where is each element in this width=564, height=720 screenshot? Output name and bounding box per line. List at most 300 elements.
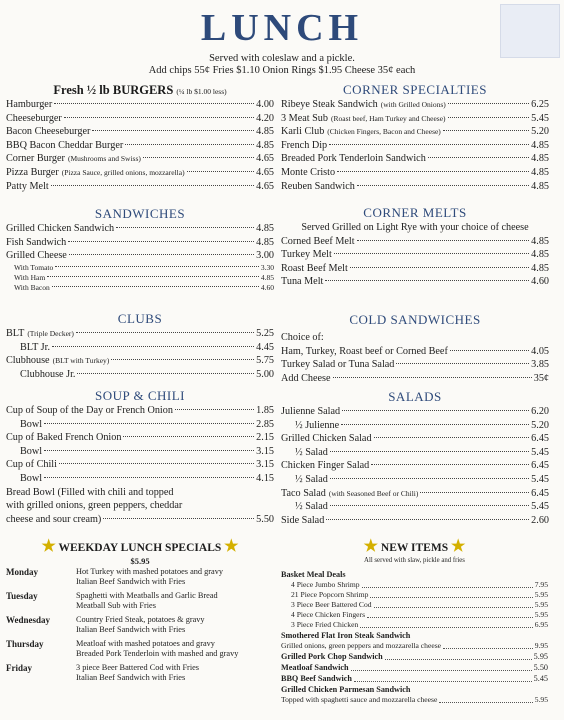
item-price: 4.60 [260, 282, 274, 292]
item-name: ½ Salad [295, 473, 328, 485]
dot-leader [44, 423, 254, 424]
item-name: Cup of Chili [6, 459, 57, 471]
item-price: 6.45 [531, 487, 549, 499]
menu-item-row [6, 341, 274, 355]
item-name: Monte Cristo [281, 166, 336, 178]
item-price: 4.65 [256, 153, 274, 165]
bread-bowl-line3: cheese and sour cream) 5.50 [6, 513, 274, 525]
menu-item-row [6, 152, 274, 166]
item-price: 4.85 [531, 249, 549, 261]
item-name: Grilled Cheese [6, 250, 67, 262]
weekday-item: Spaghetti with Meatballs and Garlic Bread [76, 591, 218, 600]
item-name: ½ Salad [295, 446, 328, 458]
item-name: Patty Melt [6, 180, 49, 192]
item-price: 4.65 [256, 166, 274, 178]
weekday-specials-section [6, 536, 274, 687]
item-price: 4.85 [256, 126, 274, 138]
weekday-item: Hot Turkey with mashed potatoes and gravy [76, 567, 224, 576]
new-items-note: All served with slaw, pickle and fries [364, 557, 465, 564]
item-name: Bowl [20, 445, 43, 457]
flag-image [500, 4, 560, 58]
menu-item-row [6, 431, 274, 445]
dot-leader [334, 253, 529, 254]
section-title-clubs: CLUBS [117, 311, 163, 326]
parm-desc-row: Topped with spaghetti sauce and mozzarella cheese 5.95 [281, 695, 548, 704]
cold-sandwiches-list [281, 345, 549, 386]
dot-leader [69, 254, 254, 255]
dot-leader [341, 424, 529, 425]
dot-leader [374, 598, 533, 608]
served-with-note: Served with coleslaw and a pickle. [209, 53, 355, 64]
item-price: 4.65 [256, 180, 274, 192]
item-description: (BLT with Turkey) [52, 356, 110, 366]
soup-list [6, 404, 274, 486]
item-name: ½ Salad [295, 501, 328, 513]
menu-item-row [6, 249, 274, 263]
dot-leader [450, 350, 529, 351]
item-price: 6.95 [534, 620, 548, 629]
dot-leader [329, 144, 529, 145]
menu-item-row [281, 405, 549, 419]
dot-leader [362, 578, 533, 588]
item-price: 6.45 [531, 433, 549, 445]
item-price: 2.85 [256, 418, 274, 430]
item-price: 3.00 [256, 250, 274, 262]
dot-leader [187, 171, 255, 172]
weekday-item: Breaded Pork Tenderloin with mashed and gravy [76, 649, 239, 658]
item-price: 5.50 [533, 663, 548, 672]
item-name: Taco Salad [281, 487, 326, 499]
dot-leader [116, 227, 254, 228]
item-price: 4.45 [256, 341, 274, 353]
section-title-cold-sandwiches: COLD SANDWICHES [349, 312, 481, 327]
item-name: 21 Piece Popcorn Shrimp [291, 590, 369, 599]
grilled-cheese-options [6, 263, 274, 293]
item-name: Side Salad [281, 514, 325, 526]
item-price: 4.85 [531, 153, 549, 165]
corner-specialties-section [281, 82, 549, 193]
item-price: 5.45 [531, 446, 549, 458]
weekday-item: Italian Beef Sandwich with Fries [76, 577, 186, 586]
weekday-special-row [6, 663, 274, 683]
menu-item-row [281, 432, 549, 446]
item-name: BBQ Bacon Cheddar Burger [6, 139, 124, 151]
item-price: 4.85 [256, 223, 274, 234]
item-name: Ribeye Steak Sandwich [281, 99, 378, 110]
weekday-name: Monday [6, 567, 39, 577]
bread-bowl-line2: with grilled onions, green peppers, cheddar [6, 500, 183, 512]
menu-item-row [281, 473, 549, 487]
corner-melts-list [281, 235, 549, 289]
section-title-corner-melts: CORNER MELTS [363, 205, 467, 220]
item-name: BBQ Beef Sandwich [281, 674, 352, 683]
dot-leader [385, 649, 532, 660]
dot-leader [448, 103, 529, 104]
cold-choice-label: Choice of: [281, 332, 324, 343]
menu-item-row [281, 358, 549, 372]
steak-title: Smothered Flat Iron Steak Sandwich [281, 631, 411, 640]
dot-leader [342, 410, 529, 411]
dot-leader [68, 241, 254, 242]
item-name: Grilled Chicken Salad [281, 433, 372, 445]
cold-sandwiches-section [281, 312, 549, 385]
dot-leader [330, 505, 529, 506]
item-name: Turkey Melt [281, 249, 332, 261]
parm-title: Grilled Chicken Parmesan Sandwich [281, 685, 411, 694]
item-name: Chicken Finger Salad [281, 460, 370, 472]
dot-leader [175, 409, 254, 410]
add-ons-note: Add chips 55¢ Fries $1.10 Onion Rings $1.95 Cheese 35¢ each [148, 65, 416, 76]
dot-leader [337, 171, 529, 172]
dot-leader [47, 276, 259, 277]
item-name: Ham, Turkey, Roast beef or Corned Beef [281, 345, 448, 357]
item-price: 5.45 [531, 112, 549, 124]
dot-leader [111, 359, 254, 360]
item-price: 2.60 [531, 514, 549, 526]
item-name: Hamburger [6, 99, 53, 110]
item-price: 7.95 [534, 580, 548, 589]
item-name: Clubhouse [6, 355, 50, 367]
item-price: 3.30 [260, 262, 274, 272]
weekday-item: Italian Beef Sandwich with Fries [76, 625, 186, 634]
new-items-header [281, 536, 548, 556]
dot-leader [443, 130, 529, 131]
menu-item-row [14, 263, 274, 273]
item-name: 3 Piece Beer Battered Cod [291, 600, 372, 609]
menu-item-row [281, 152, 549, 166]
dot-leader [351, 660, 532, 671]
menu-item-row [281, 345, 549, 359]
item-price: 2.15 [256, 432, 274, 444]
weekday-special-row [6, 567, 274, 587]
item-name: Fish Sandwich [6, 236, 67, 248]
menu-item-row [6, 368, 274, 382]
dot-leader [44, 477, 254, 478]
soup-chili-section [6, 388, 274, 526]
item-name: Cheeseburger [6, 112, 62, 124]
parm-price: 5.95 [534, 695, 548, 704]
item-price: 4.00 [256, 99, 274, 110]
item-price: 5.20 [531, 126, 549, 138]
item-price: 4.85 [531, 235, 549, 247]
dot-leader [428, 157, 529, 158]
menu-item-row [281, 125, 549, 139]
burgers-list [6, 98, 274, 193]
item-name: ½ Julienne [295, 419, 340, 431]
weekday-special-row [6, 615, 274, 635]
item-price: 4.85 [531, 262, 549, 274]
burgers-title: Fresh ½ lb BURGERS [53, 83, 174, 97]
item-price: 35¢ [533, 372, 549, 384]
item-price: 4.05 [531, 345, 549, 357]
item-price: 6.25 [531, 99, 549, 110]
menu-item-row [281, 180, 549, 194]
item-name: Bowl [20, 418, 43, 430]
basket-title: Basket Meal Deals [281, 570, 346, 579]
weekday-item: 3 piece Beer Battered Cod with Fries [76, 663, 200, 672]
star-icon: ★ [450, 538, 466, 555]
new-items-title: NEW ITEMS [380, 542, 449, 554]
menu-item-row [6, 354, 274, 368]
dot-leader [420, 492, 529, 493]
steak-price: 9.95 [534, 641, 548, 650]
menu-item-row [281, 419, 549, 433]
salads-section [281, 389, 549, 527]
menu-item-row [6, 472, 274, 486]
dot-leader [325, 280, 529, 281]
item-name: Grilled Chicken Sandwich [6, 223, 115, 234]
item-name: 4 Piece Chicken Fingers [291, 610, 366, 619]
burgers-note: (¼ lb $1.00 less) [176, 87, 227, 96]
dot-leader [55, 266, 259, 267]
dot-leader [64, 117, 254, 118]
weekday-item: Country Fried Steak, potatoes & gravy [76, 615, 205, 624]
menu-item-row [281, 487, 549, 501]
item-name: BLT [6, 328, 25, 339]
menu-item-row [281, 262, 549, 276]
item-name: Cup of Baked French Onion [6, 432, 122, 444]
item-price: 6.20 [531, 406, 549, 417]
weekday-name: Thursday [6, 639, 44, 649]
item-name: Meatloaf Sandwich [281, 663, 349, 672]
bread-bowl-line1: Bread Bowl (Filled with chili and topped [6, 486, 174, 498]
item-name: 3 Piece Fried Chicken [291, 620, 359, 629]
item-price: 5.95 [534, 610, 548, 619]
clubs-section [6, 311, 274, 381]
corner-melts-note: Served Grilled on Light Rye with your choice of cheese [301, 222, 529, 233]
weekday-items [76, 639, 238, 659]
menu-item-row [6, 166, 274, 180]
dot-leader [354, 671, 532, 682]
menu-item-row [6, 222, 274, 236]
item-name: Grilled Pork Chop Sandwich [281, 652, 383, 661]
menu-item-row [281, 248, 549, 262]
weekday-special-row [6, 591, 274, 611]
basket-list [281, 580, 548, 630]
item-description: (Pizza Sauce, grilled onions, mozzarella) [61, 167, 185, 177]
dot-leader [350, 267, 529, 268]
clubs-list [6, 327, 274, 381]
item-name: Breaded Pork Tenderloin Sandwich [281, 153, 426, 165]
weekday-name: Friday [6, 663, 32, 673]
item-price: 5.75 [256, 355, 274, 367]
menu-item-row [281, 112, 549, 126]
menu-item-row [281, 459, 549, 473]
item-name: 4 Piece Jumbo Shrimp [291, 580, 360, 589]
item-price: 4.15 [256, 472, 274, 484]
new-item-row [281, 673, 548, 684]
weekday-specials-price: $5.95 [130, 556, 150, 566]
new-item-row [291, 620, 548, 630]
item-price: 5.45 [533, 674, 548, 683]
dot-leader [59, 463, 254, 464]
item-name: BLT Jr. [20, 341, 51, 353]
dot-leader [448, 117, 530, 118]
weekday-items [76, 663, 199, 683]
star-icon: ★ [363, 538, 379, 555]
item-price: 5.45 [531, 501, 549, 513]
item-price: 6.45 [531, 460, 549, 472]
menu-item-row [6, 445, 274, 459]
item-name: With Ham [14, 272, 46, 282]
item-name: Corned Beef Melt [281, 235, 355, 247]
section-title-salads: SALADS [388, 389, 442, 404]
item-name: 3 Meat Sub [281, 112, 328, 124]
dot-leader [77, 373, 254, 374]
dot-leader [370, 588, 532, 598]
item-price: 4.20 [256, 112, 274, 124]
dot-leader [357, 240, 530, 241]
weekday-name: Wednesday [6, 615, 51, 625]
dot-leader [92, 130, 254, 131]
menu-item-row [6, 98, 274, 112]
item-name: With Bacon [14, 282, 50, 292]
sandwiches-section [6, 206, 274, 293]
weekday-specials-title: WEEKDAY LUNCH SPECIALS [58, 542, 222, 554]
bread-bowl-price: 5.50 [256, 513, 274, 525]
menu-item-row [6, 180, 274, 194]
item-description: (with Grilled Onions) [380, 100, 446, 109]
dot-leader [357, 185, 529, 186]
dot-leader [51, 185, 254, 186]
menu-item-row [6, 418, 274, 432]
new-items-section [281, 536, 548, 705]
star-icon: ★ [41, 538, 56, 555]
weekday-specials-list [6, 567, 274, 683]
dot-leader [44, 450, 254, 451]
item-price: 3.15 [256, 445, 274, 457]
weekday-items [76, 615, 205, 635]
burgers-section [6, 82, 274, 193]
item-name: Turkey Salad or Tuna Salad [281, 359, 395, 371]
menu-item-row [6, 125, 274, 139]
section-title-corner-specialties: CORNER SPECIALTIES [343, 82, 487, 97]
dot-leader [360, 618, 532, 628]
item-price: 4.60 [531, 276, 549, 288]
item-name: Bowl [20, 472, 43, 484]
menu-item-row [281, 514, 549, 528]
section-title-soup-chili: SOUP & CHILI [94, 388, 186, 403]
weekday-name: Tuesday [6, 591, 38, 601]
item-description: (Roast beef, Ham Turkey and Cheese) [330, 113, 446, 123]
weekday-items [76, 567, 223, 587]
item-description: (Triple Decker) [27, 329, 74, 338]
item-price: 5.95 [533, 652, 548, 661]
item-name: Pizza Burger [6, 166, 59, 178]
dot-leader [367, 608, 533, 618]
menu-item-row [6, 139, 274, 153]
item-name: Roast Beef Melt [281, 262, 348, 274]
item-description: (Chicken Fingers, Bacon and Cheese) [327, 127, 441, 137]
item-price: 4.85 [531, 180, 549, 192]
dot-leader [54, 103, 254, 104]
menu-item-row [281, 166, 549, 180]
dot-leader [374, 437, 530, 438]
dot-leader [76, 332, 254, 333]
dot-leader [333, 377, 532, 378]
dot-leader [52, 286, 259, 287]
menu-item-row [6, 112, 274, 126]
dot-leader [125, 144, 254, 145]
item-name: Add Cheese [281, 372, 331, 384]
menu-item-row [281, 446, 549, 460]
corner-specialties-list [281, 98, 549, 193]
item-name: Tuna Melt [281, 276, 324, 288]
item-price: 5.20 [531, 419, 549, 431]
item-price: 3.15 [256, 459, 274, 471]
item-price: 4.85 [256, 139, 274, 151]
section-title-sandwiches: SANDWICHES [94, 206, 186, 221]
menu-item-row [281, 139, 549, 153]
weekday-item: Meatball Sub with Fries [76, 601, 156, 610]
item-name: Bacon Cheeseburger [6, 126, 91, 138]
star-icon: ★ [224, 538, 239, 555]
item-price: 5.25 [256, 328, 274, 339]
item-price: 3.85 [531, 359, 549, 371]
menu-item-row [14, 283, 274, 293]
menu-item-row [281, 235, 549, 249]
item-name: Karli Club [281, 126, 325, 138]
item-price: 5.45 [531, 473, 549, 485]
item-name: French Dip [281, 139, 328, 151]
item-description: (with Seasoned Beef or Chili) [328, 488, 419, 498]
dot-leader [371, 464, 529, 465]
menu-item-row [281, 372, 549, 386]
item-price: 4.85 [531, 139, 549, 151]
item-name: Corner Burger [6, 153, 65, 165]
corner-melts-section [281, 205, 549, 289]
menu-item-row [281, 98, 549, 112]
menu-item-row [6, 327, 274, 341]
item-price: 5.95 [534, 600, 548, 609]
item-description: (Mushrooms and Swiss) [67, 154, 141, 164]
item-price: 4.85 [260, 272, 274, 282]
weekday-items [76, 591, 218, 611]
menu-title: LUNCH [200, 7, 364, 49]
dot-leader [326, 519, 529, 520]
item-price: 5.95 [534, 590, 548, 599]
dot-leader [330, 451, 529, 452]
item-name: With Tomato [14, 262, 54, 272]
weekday-item: Italian Beef Sandwich with Fries [76, 673, 186, 682]
salads-list [281, 405, 549, 527]
steak-desc-row: Grilled onions, green peppers and mozzarella cheese 9.95 [281, 641, 548, 650]
dot-leader [52, 346, 254, 347]
dot-leader [123, 436, 254, 437]
item-price: 5.00 [256, 368, 274, 380]
menu-item-row [14, 273, 274, 283]
item-price: 4.85 [531, 166, 549, 178]
item-name: Cup of Soup of the Day or French Onion [6, 405, 173, 416]
section-title-burgers [6, 82, 274, 98]
sandwiches-list [6, 222, 274, 263]
menu-item-row [281, 500, 549, 514]
menu-item-row [281, 275, 549, 289]
item-name: Clubhouse Jr. [20, 368, 76, 380]
item-name: Julienne Salad [281, 406, 341, 417]
dot-leader [396, 363, 529, 364]
menu-item-row [6, 458, 274, 472]
weekday-special-row [6, 639, 274, 659]
weekday-specials-header [6, 536, 274, 556]
menu-item-row [6, 236, 274, 250]
weekday-item: Meatloaf with mashed potatoes and gravy [76, 639, 215, 648]
item-name: Reuben Sandwich [281, 180, 355, 192]
menu-item-row [6, 404, 274, 418]
new-other-list [281, 651, 548, 684]
dot-leader [330, 478, 529, 479]
item-price: 4.85 [256, 236, 274, 248]
